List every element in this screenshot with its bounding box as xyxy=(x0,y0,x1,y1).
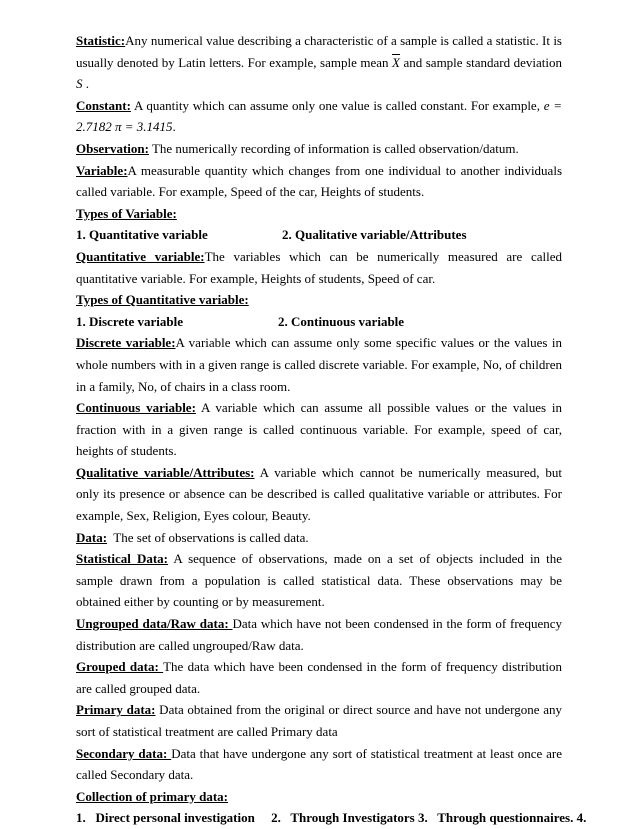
types-of-quantitative-heading: Types of Quantitative variable: xyxy=(76,292,249,308)
statistic-text-2: and sample standard deviation xyxy=(399,54,562,70)
statistic-text-1: Any numerical value describing a characteristic of a sample is called a statistic. It is usually denoted by Latin letters. For example, sample mean xyxy=(76,33,562,70)
variable-text: A measurable quantity which changes from one individual to another individuals called variable. For example, Speed of the car, Heights of students. xyxy=(76,162,562,200)
continuous-variable-paragraph xyxy=(76,397,562,462)
statistical-data-paragraph xyxy=(76,548,562,613)
ungrouped-data-text: Data which have not been condensed in the form of frequency distribution are called ungrouped/Raw data. xyxy=(76,616,562,653)
quantitative-variable-term: Quantitative variable: xyxy=(76,248,205,264)
statistic-paragraph xyxy=(76,30,562,95)
constant-text: A quantity which can assume only one value is called constant. For example, xyxy=(130,97,544,113)
primary-data-term: Primary data: xyxy=(76,702,156,718)
type-item-discrete: 1. Discrete variable xyxy=(76,313,183,329)
statistical-data-text: A sequence of observations, made on a set of objects included in the sample drawn from a population is called statistical data. These observations may be obtained either by counting or by measurement. xyxy=(76,551,562,610)
grouped-data-paragraph xyxy=(76,656,562,699)
type-item-qualitative: 2. Qualitative variable/Attributes xyxy=(282,227,467,243)
observation-term: Observation: xyxy=(76,140,149,156)
ungrouped-data-term: Ungrouped data/Raw data: xyxy=(76,616,233,632)
secondary-data-paragraph xyxy=(76,743,562,786)
grouped-data-text: The data which have been condensed in the form of frequency distribution are called grouped data. xyxy=(76,659,563,696)
grouped-data-term: Grouped data: xyxy=(76,659,164,675)
qualitative-variable-term: Qualitative variable/Attributes: xyxy=(76,464,255,480)
data-paragraph xyxy=(76,527,562,549)
types-of-variable-list xyxy=(76,224,562,246)
statistic-term: Statistic: xyxy=(76,33,126,48)
statistic-text-3: . xyxy=(82,76,89,92)
types-of-quantitative-list xyxy=(76,311,562,333)
discrete-variable-text: A variable which can assume only some specific values or the values in whole numbers with in a given range is called discrete variable. For example, No, of children in a family, No, of chairs in a class room. xyxy=(76,335,562,394)
primary-data-paragraph xyxy=(76,699,562,742)
quantitative-variable-paragraph xyxy=(76,246,562,289)
sample-sd-symbol: S xyxy=(76,76,83,92)
qualitative-variable-paragraph xyxy=(76,462,562,527)
type-item-continuous: 2. Continuous variable xyxy=(278,313,405,329)
constant-text-end: . xyxy=(172,119,176,135)
document-page xyxy=(76,30,587,829)
statistical-data-term: Statistical Data: xyxy=(76,551,168,567)
continuous-variable-term: Continuous variable: xyxy=(76,400,196,416)
sample-mean-symbol: $\overline{X}$ xyxy=(392,54,400,70)
constant-paragraph xyxy=(76,95,562,138)
collection-methods-list: 1. Direct personal investigation 2. Through Investigators 3. Through questionnaires. 4. xyxy=(76,810,587,826)
collection-heading: Collection of primary data: xyxy=(76,788,229,804)
constant-term: Constant: xyxy=(76,97,131,113)
secondary-data-term: Secondary data: xyxy=(76,745,172,761)
discrete-variable-paragraph xyxy=(76,332,562,397)
data-term: Data: xyxy=(76,529,108,545)
observation-text: The numerically recording of information is called observation/datum. xyxy=(148,140,519,156)
pi-constant: π = 3.1415 xyxy=(115,119,173,135)
quantitative-variable-text: The variables which can be numerically measured are called quantitative variable. For example, Heights of students, Speed of car. xyxy=(76,248,562,286)
observation-paragraph xyxy=(76,138,562,160)
types-of-variable-heading: Types of Variable: xyxy=(76,205,177,221)
secondary-data-text: Data that have undergone any sort of statistical treatment at least once are called Secondary data. xyxy=(76,745,563,783)
data-text: The set of observations is called data. xyxy=(107,529,309,545)
discrete-variable-term: Discrete variable: xyxy=(76,335,176,351)
ungrouped-data-paragraph xyxy=(76,613,562,656)
continuous-variable-text: A variable which can assume all possible values or the values in fraction with in a given range is called continuous variable. For example, speed of car, heights of students. xyxy=(76,400,563,459)
type-item-quantitative: 1. Quantitative variable xyxy=(76,227,208,243)
variable-term: Variable: xyxy=(76,162,128,178)
primary-data-text: Data obtained from the original or direct source and have not undergone any sort of statistical treatment are called Primary data xyxy=(76,702,562,739)
e-constant: e = 2.7182 xyxy=(76,97,562,135)
variable-paragraph xyxy=(76,160,562,203)
qualitative-variable-text: A variable which cannot be numerically measured, but only its presence or absence can be described is called qualitative variable or attributes. For example, Sex, Religion, Eyes colour, Beauty. xyxy=(76,464,562,524)
